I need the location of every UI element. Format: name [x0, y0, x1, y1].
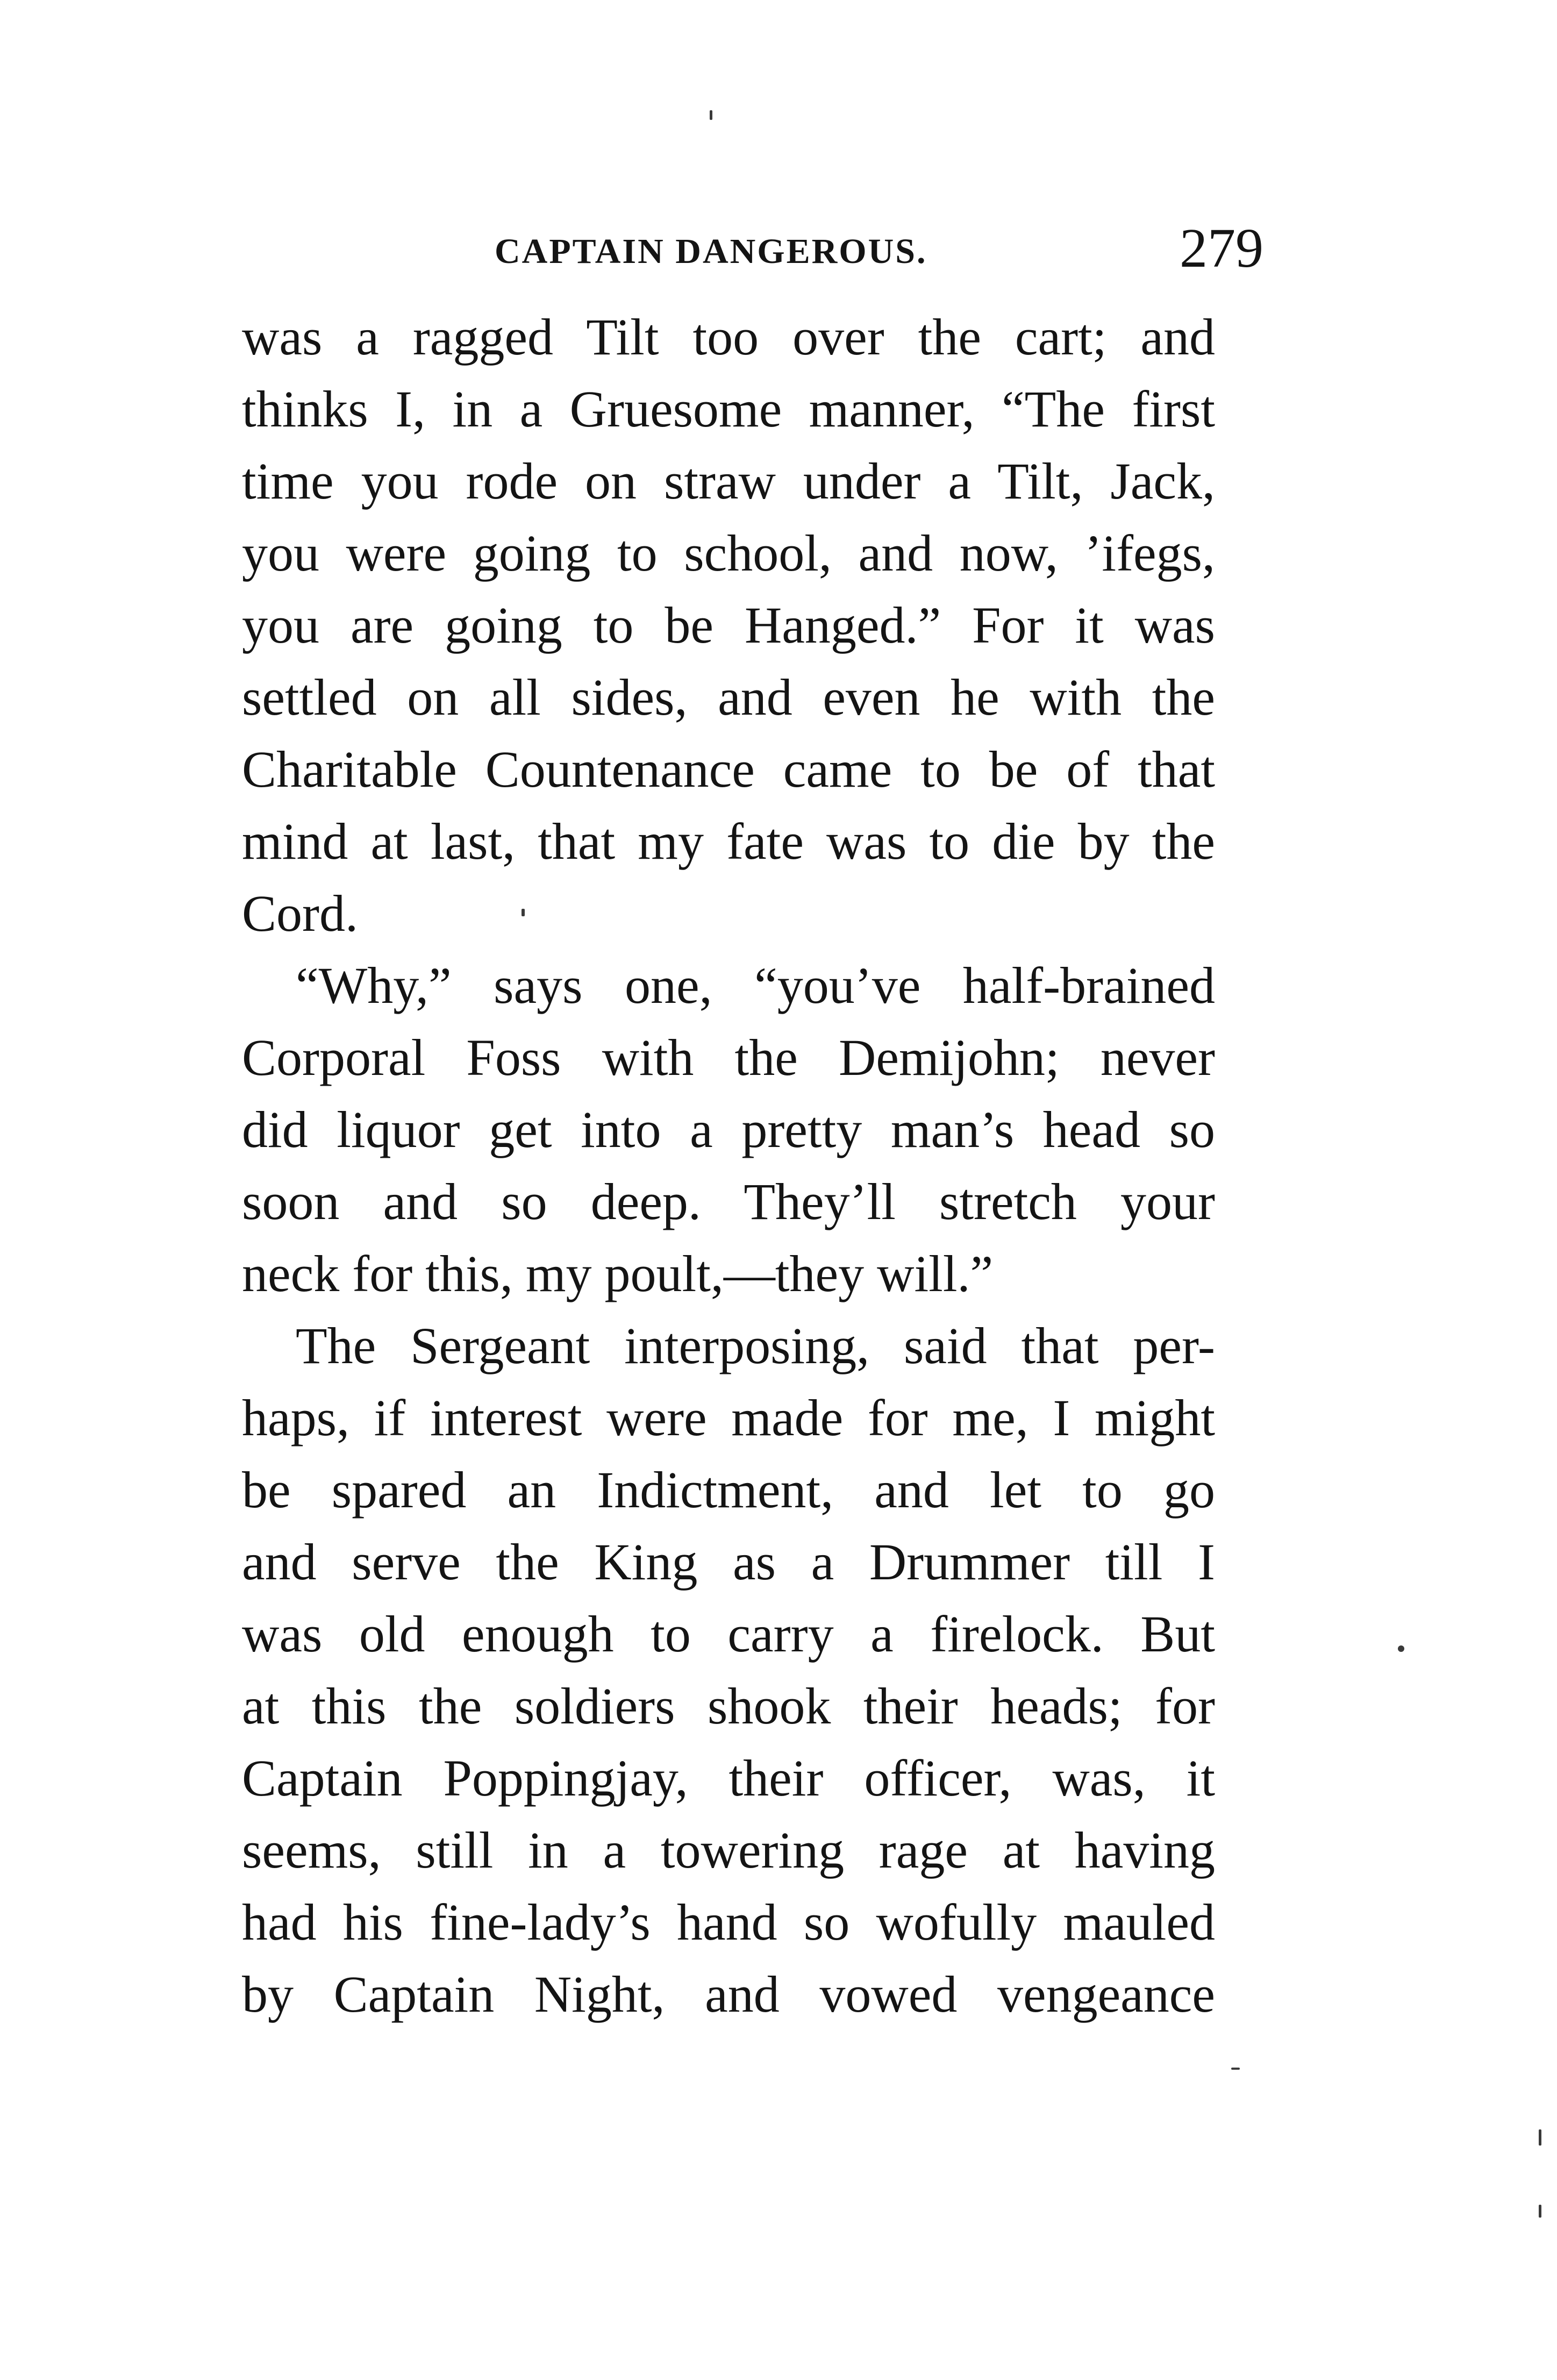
text-line: “Why,” says one, “you’ve half-brained	[296, 957, 1215, 1014]
text-line: Captain Poppingjay, their officer, was, it	[242, 1749, 1215, 1807]
text-line: Corporal Foss with the Demijohn; never	[242, 1029, 1215, 1086]
text-line: was old enough to carry a firelock. But	[242, 1605, 1215, 1663]
text-line: thinks I, in a Gruesome manner, “The first	[242, 380, 1215, 438]
text-line: was a ragged Tilt too over the cart; and	[242, 308, 1215, 366]
text-line: soon and so deep. They’ll stretch your	[242, 1173, 1215, 1230]
text-line: by Captain Night, and vowed vengeance	[242, 1965, 1215, 2023]
text-line: Cord.	[242, 885, 358, 942]
text-line: Charitable Countenance came to be of that	[242, 740, 1215, 798]
text-line: settled on all sides, and even he with the	[242, 668, 1215, 726]
text-line: you were going to school, and now, ’ifegs,	[242, 524, 1215, 582]
ink-speck	[522, 909, 525, 916]
ink-speck	[1539, 2205, 1541, 2218]
running-title: CAPTAIN DANGEROUS.	[495, 232, 927, 271]
body-text	[242, 301, 1215, 2030]
text-line: did liquor get into a pretty man’s head so	[242, 1101, 1215, 1158]
text-line: you are going to be Hanged.” For it was	[242, 596, 1215, 654]
text-line: The Sergeant interposing, said that per-	[296, 1317, 1215, 1374]
text-line: at this the soldiers shook their heads; for	[242, 1677, 1215, 1735]
text-line: and serve the King as a Drummer till I	[242, 1533, 1215, 1591]
ink-speck	[710, 110, 712, 120]
text-line: seems, still in a towering rage at having	[242, 1821, 1215, 1879]
text-line: be spared an Indictment, and let to go	[242, 1461, 1215, 1519]
page-number: 279	[1180, 217, 1263, 279]
text-line: had his fine-lady’s hand so wofully mauled	[242, 1893, 1215, 1951]
text-line: haps, if interest were made for me, I might	[242, 1389, 1215, 1446]
ink-speck	[1539, 2129, 1541, 2146]
ink-speck	[1398, 1645, 1404, 1652]
ink-speck	[1231, 2068, 1240, 2070]
text-line: time you rode on straw under a Tilt, Jack,	[242, 452, 1215, 510]
text-line: mind at last, that my fate was to die by the	[242, 813, 1215, 870]
running-head	[242, 217, 1263, 285]
text-line: neck for this, my poult,—they will.”	[242, 1245, 994, 1302]
